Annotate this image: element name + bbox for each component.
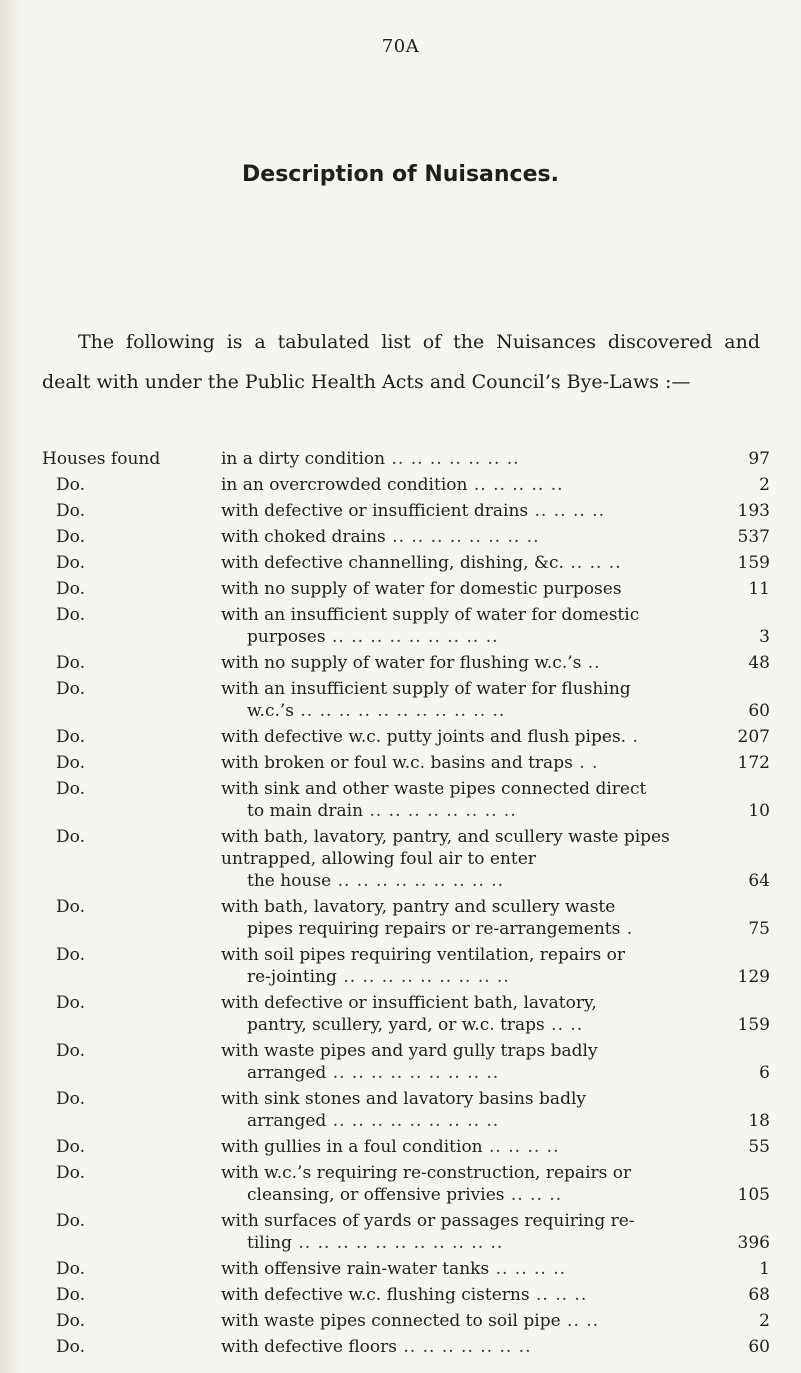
row-description-text: with defective floors (221, 1337, 397, 1357)
row-leader-dots: .. .. .. .. (489, 1259, 567, 1279)
list-item (42, 1210, 770, 1254)
row-description-text: with surfaces of yards or passages requiring re- (221, 1211, 635, 1231)
row-count: 64 (748, 871, 770, 891)
row-description (221, 1310, 708, 1332)
row-lead: Do. (56, 779, 85, 799)
row-description-continuation (221, 918, 708, 940)
row-lead: Do. (56, 993, 85, 1013)
row-leader-dots: .. .. .. (563, 553, 622, 573)
row-description (221, 500, 708, 522)
row-continuation-text: w.c.’s (247, 701, 294, 721)
row-continuation-text: arranged (247, 1111, 327, 1131)
nuisance-list (42, 448, 770, 1362)
row-description (221, 652, 708, 674)
row-leader-dots: .. .. .. .. .. .. .. .. .. (326, 1111, 500, 1131)
row-leader-dots: .. .. .. .. .. .. .. .. .. .. .. (294, 701, 506, 721)
list-item (42, 1310, 770, 1332)
row-leader-dots: .. .. .. (529, 1285, 588, 1305)
row-lead: Do. (56, 1163, 85, 1183)
row-leader-dots: .. .. .. .. .. .. .. (397, 1337, 532, 1357)
row-count: 2 (759, 475, 770, 495)
row-lead: Do. (56, 945, 85, 965)
row-description (221, 778, 708, 822)
row-leader-dots: . (626, 727, 639, 747)
list-item (42, 448, 770, 470)
row-leader-dots: .. .. .. .. .. .. .. .. .. (336, 967, 510, 987)
row-count: 396 (737, 1233, 770, 1253)
row-description (221, 752, 708, 774)
row-count: 6 (759, 1063, 770, 1083)
row-count: 60 (748, 1337, 770, 1357)
intro-paragraph (42, 322, 760, 402)
row-leader-dots: .. .. .. .. .. .. .. .. .. (325, 627, 499, 647)
row-leader-dots: .. .. .. .. .. .. .. .. (363, 801, 517, 821)
row-description-text: in an overcrowded condition (221, 475, 468, 495)
row-count: 129 (737, 967, 770, 987)
row-lead: Do. (56, 1259, 85, 1279)
row-description-text: in a dirty condition (221, 449, 386, 469)
list-item (42, 1162, 770, 1206)
row-leader-dots: . (620, 919, 634, 939)
row-description (221, 474, 708, 496)
row-lead: Do. (56, 579, 85, 599)
row-description-continuation (221, 966, 708, 988)
row-description (221, 944, 708, 988)
row-description (221, 1136, 708, 1158)
row-continuation-text: cleansing, or offensive privies (247, 1185, 505, 1205)
row-description-text: with defective or insufficient drains (221, 501, 529, 521)
row-description (221, 1162, 708, 1206)
page-edge-shadow (0, 0, 24, 1373)
list-item (42, 826, 770, 892)
list-item (42, 604, 770, 648)
row-count: 537 (737, 527, 770, 547)
row-leader-dots: .. (581, 653, 601, 673)
row-description (221, 578, 708, 600)
row-description-continuation (221, 1062, 708, 1084)
row-count: 11 (748, 579, 770, 599)
list-item (42, 526, 770, 548)
row-description-text: with defective or insufficient bath, lavatory, (221, 993, 597, 1013)
row-description-text: with no supply of water for domestic purposes (221, 579, 622, 599)
row-continuation-text: the house (247, 871, 332, 891)
row-description (221, 678, 708, 722)
row-count: 48 (748, 653, 770, 673)
row-count: 105 (737, 1185, 770, 1205)
row-leader-dots: .. .. (544, 1015, 584, 1035)
row-lead: Do. (56, 1041, 85, 1061)
row-lead: Do. (56, 753, 85, 773)
list-item (42, 500, 770, 522)
row-description (221, 1336, 708, 1358)
row-description-text: with w.c.’s requiring re-construction, repairs or (221, 1163, 632, 1183)
list-item (42, 1088, 770, 1132)
row-continuation-text: tiling (247, 1233, 292, 1253)
row-description-text: with soil pipes requiring ventilation, repairs or (221, 945, 626, 965)
row-lead: Do. (56, 1285, 85, 1305)
row-leader-dots: .. .. (560, 1311, 600, 1331)
row-description-continuation (221, 1110, 708, 1132)
row-lead: Do. (56, 501, 85, 521)
row-description-continuation (221, 800, 708, 822)
row-description-continuation (221, 700, 708, 722)
row-continuation-text: pantry, scullery, yard, or w.c. traps (247, 1015, 545, 1035)
row-lead: Do. (56, 727, 85, 747)
row-description-text: with sink and other waste pipes connected direct (221, 779, 647, 799)
row-count: 193 (737, 501, 770, 521)
row-leader-dots: . . (572, 753, 599, 773)
list-item (42, 752, 770, 774)
row-description (221, 726, 708, 748)
row-description-text: with waste pipes and yard gully traps badly (221, 1041, 598, 1061)
row-lead: Do. (56, 897, 85, 917)
row-continuation-text: re-jointing (247, 967, 337, 987)
row-count: 97 (748, 449, 770, 469)
row-description-text: with waste pipes connected to soil pipe (221, 1311, 561, 1331)
row-lead: Do. (56, 1311, 85, 1331)
list-item (42, 474, 770, 496)
row-description-text: with no supply of water for flushing w.c.’s (221, 653, 582, 673)
row-description (221, 1040, 708, 1084)
row-leader-dots: .. .. .. .. (482, 1137, 560, 1157)
list-item (42, 1040, 770, 1084)
row-count: 159 (737, 553, 770, 573)
row-description-text: with bath, lavatory, pantry and scullery waste (221, 897, 616, 917)
list-item (42, 652, 770, 674)
row-continuation-text: purposes (247, 627, 326, 647)
row-lead: Houses found (42, 449, 161, 469)
row-description-text: with bath, lavatory, pantry, and scullery waste pipes untrapped, allowing foul air to enter (221, 827, 670, 869)
row-count: 1 (759, 1259, 770, 1279)
row-leader-dots: .. .. .. .. (528, 501, 605, 521)
row-description-text: with broken or foul w.c. basins and traps (221, 753, 573, 773)
row-description-continuation (221, 1184, 708, 1206)
row-lead: Do. (56, 1211, 85, 1231)
row-description (221, 1210, 708, 1254)
row-leader-dots: .. .. .. .. .. (467, 475, 564, 495)
list-item (42, 1284, 770, 1306)
row-count: 3 (759, 627, 770, 647)
row-description (221, 552, 708, 574)
row-lead: Do. (56, 1137, 85, 1157)
row-description-continuation (221, 626, 708, 648)
row-count: 75 (748, 919, 770, 939)
row-lead: Do. (56, 653, 85, 673)
list-item (42, 778, 770, 822)
row-description (221, 1088, 708, 1132)
row-description-continuation (221, 1232, 708, 1254)
list-item (42, 1336, 770, 1358)
list-item (42, 726, 770, 748)
row-description-text: with gullies in a foul condition (221, 1137, 483, 1157)
row-leader-dots: .. .. .. .. .. .. .. .. .. (331, 871, 505, 891)
row-lead: Do. (56, 527, 85, 547)
row-description (221, 604, 708, 648)
list-item (42, 944, 770, 988)
row-description (221, 826, 708, 892)
row-count: 55 (748, 1137, 770, 1157)
row-leader-dots: .. .. .. .. .. .. .. .. (385, 527, 540, 547)
list-item (42, 1258, 770, 1280)
row-lead: Do. (56, 1337, 85, 1357)
list-item (42, 1136, 770, 1158)
row-count: 172 (737, 753, 770, 773)
row-description (221, 1258, 708, 1280)
row-description-continuation (221, 1014, 708, 1036)
row-lead: Do. (56, 475, 85, 495)
row-lead: Do. (56, 827, 85, 847)
row-count: 10 (748, 801, 770, 821)
row-description (221, 896, 708, 940)
row-description-text: with defective w.c. flushing cisterns (221, 1285, 530, 1305)
list-item (42, 552, 770, 574)
row-leader-dots: .. .. .. (504, 1185, 563, 1205)
row-lead: Do. (56, 679, 85, 699)
row-continuation-text: pipes requiring repairs or re-arrangements (247, 919, 621, 939)
row-leader-dots: .. .. .. .. .. .. .. .. .. (326, 1063, 500, 1083)
row-description-text: with an insufficient supply of water for domestic (221, 605, 640, 625)
row-description (221, 992, 708, 1036)
row-leader-dots: .. .. .. .. .. .. .. .. .. .. .. (291, 1233, 504, 1253)
row-description-text: with defective w.c. putty joints and flush pipes. (221, 727, 627, 747)
list-item (42, 578, 770, 600)
row-count: 68 (748, 1285, 770, 1305)
page-number: 70A (381, 36, 420, 57)
row-description (221, 448, 708, 470)
intro-line-2: dealt with under the Public Health Acts and Council’s Bye-Laws :— (42, 371, 691, 393)
row-description (221, 526, 708, 548)
row-description-text: with defective channelling, dishing, &c. (221, 553, 564, 573)
row-description-continuation (221, 870, 708, 892)
row-lead: Do. (56, 605, 85, 625)
row-lead: Do. (56, 553, 85, 573)
row-count: 60 (748, 701, 770, 721)
row-description-text: with sink stones and lavatory basins badly (221, 1089, 586, 1109)
row-continuation-text: to main drain (247, 801, 364, 821)
row-lead: Do. (56, 1089, 85, 1109)
row-count: 207 (737, 727, 770, 747)
list-item (42, 678, 770, 722)
row-continuation-text: arranged (247, 1063, 327, 1083)
row-description (221, 1284, 708, 1306)
row-count: 2 (759, 1311, 770, 1331)
row-count: 159 (737, 1015, 770, 1035)
page-title: Description of Nuisances. (242, 162, 559, 187)
row-count: 18 (748, 1111, 770, 1131)
intro-line-1: The following is a tabulated list of the Nuisances discovered and (78, 331, 760, 353)
list-item (42, 896, 770, 940)
row-description-text: with choked drains (221, 527, 386, 547)
row-leader-dots: .. .. .. .. .. .. .. (385, 449, 520, 469)
row-description-text: with an insufficient supply of water for flushing (221, 679, 631, 699)
list-item (42, 992, 770, 1036)
row-description-text: with offensive rain-water tanks (221, 1259, 490, 1279)
